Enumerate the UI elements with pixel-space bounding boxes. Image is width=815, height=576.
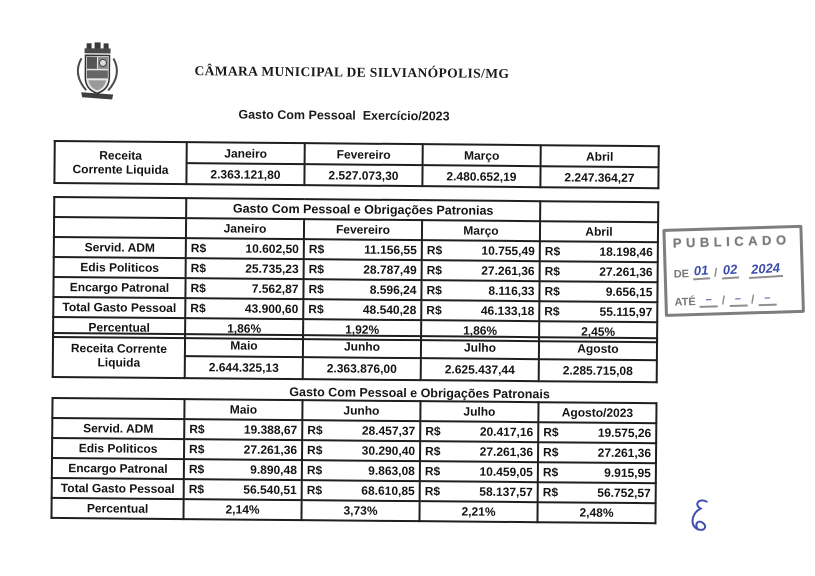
month-header: Julho xyxy=(421,336,539,359)
money-cell xyxy=(184,439,302,460)
currency-label: R$ xyxy=(190,301,206,316)
money-cell xyxy=(539,281,657,302)
currency-label: R$ xyxy=(306,463,323,478)
month-header: Abril xyxy=(540,221,658,242)
amount-value: 7.562,87 xyxy=(251,281,299,297)
money-cell xyxy=(540,261,658,282)
empty-cell xyxy=(54,197,186,218)
revenue-value: 2.527.073,30 xyxy=(304,164,422,186)
row-label-line2: Liquida xyxy=(97,355,141,370)
month-header: Junho xyxy=(303,335,421,358)
handwritten-month: 02 xyxy=(721,261,738,278)
row-label: Servid. ADM xyxy=(54,237,186,258)
blank-slot: – xyxy=(729,292,747,307)
amount-value: 46.133,18 xyxy=(480,303,535,319)
amount-value: 9.915,95 xyxy=(604,465,651,481)
money-cell xyxy=(421,280,539,301)
money-cell xyxy=(420,481,538,502)
percent-value: 2,21% xyxy=(419,501,537,522)
month-header: Fevereiro xyxy=(304,219,422,240)
currency-label: R$ xyxy=(542,485,559,500)
gasto-pessoal-table-jan-abr xyxy=(52,196,659,343)
month-header: Janeiro xyxy=(186,218,304,239)
month-header: Agosto/2023 xyxy=(538,402,656,423)
amount-value: 56.540,51 xyxy=(243,482,297,498)
month-header: Maio xyxy=(184,399,302,420)
money-cell xyxy=(302,480,420,501)
row-label xyxy=(54,141,186,184)
currency-label: R$ xyxy=(542,465,559,480)
amount-value: 10.755,49 xyxy=(481,243,535,259)
amount-value: 10.602,50 xyxy=(245,241,299,257)
date-separator: / xyxy=(713,265,718,280)
revenue-value: 2.363.876,00 xyxy=(303,357,421,380)
stamp-title: PUBLICADO xyxy=(672,232,791,251)
money-cell xyxy=(184,419,302,440)
amount-value: 43.900,60 xyxy=(244,301,299,317)
row-label: Encargo Patronal xyxy=(53,277,185,298)
currency-label: R$ xyxy=(544,244,561,259)
currency-label: R$ xyxy=(424,464,441,479)
money-cell xyxy=(185,298,303,319)
currency-label: R$ xyxy=(426,303,442,318)
currency-label: R$ xyxy=(190,281,206,296)
currency-label: R$ xyxy=(544,284,560,299)
percent-value: 1,86% xyxy=(421,320,539,341)
amount-value: 27.261,36 xyxy=(479,444,534,460)
stamp-ate-row xyxy=(674,291,795,309)
money-cell xyxy=(302,460,420,481)
organization-title: CÂMARA MUNICIPAL DE SILVIANÓPOLIS/MG xyxy=(194,63,510,81)
amount-value: 8.596,24 xyxy=(369,282,417,298)
blank-slot: – xyxy=(700,293,718,308)
row-label: Servid. ADM xyxy=(52,418,184,439)
row-label: Percentual xyxy=(53,317,185,338)
currency-label: R$ xyxy=(424,484,441,499)
currency-label: R$ xyxy=(306,483,323,498)
gasto-pessoal-table-mai-ago xyxy=(50,397,657,524)
receita-corrente-liquida-table-mai-ago xyxy=(52,332,658,383)
currency-label: R$ xyxy=(188,482,205,497)
currency-label: R$ xyxy=(190,241,207,256)
currency-label: R$ xyxy=(543,425,559,440)
currency-label: R$ xyxy=(426,243,443,258)
blank-slot: – xyxy=(758,292,776,307)
amount-value: 30.290,40 xyxy=(361,443,416,459)
amount-value: 68.610,85 xyxy=(361,483,415,499)
revenue-value: 2.644.325,13 xyxy=(185,356,303,379)
row-label-line1: Receita Corrente xyxy=(70,340,168,356)
percent-value: 2,45% xyxy=(539,321,657,342)
currency-label: R$ xyxy=(308,242,325,257)
amount-value: 48.540,28 xyxy=(362,302,417,318)
currency-label: R$ xyxy=(189,442,205,457)
date-separator: / xyxy=(750,292,755,307)
currency-label: R$ xyxy=(426,283,442,298)
amount-value: 27.261,36 xyxy=(597,445,652,461)
currency-label: R$ xyxy=(308,302,324,317)
amount-value: 19.575,26 xyxy=(597,425,652,441)
month-header: Março xyxy=(422,220,540,241)
month-header: Junho xyxy=(302,400,420,421)
stamp-ate-label: ATÉ xyxy=(674,296,696,309)
amount-value: 9.656,15 xyxy=(605,284,653,300)
amount-value: 27.261,36 xyxy=(243,442,298,458)
percent-value: 1,86% xyxy=(185,318,303,339)
money-cell xyxy=(186,238,304,259)
currency-label: R$ xyxy=(188,462,205,477)
stamp-de-label: DE xyxy=(673,267,690,281)
empty-cell xyxy=(54,217,186,238)
money-cell xyxy=(539,301,657,322)
money-cell xyxy=(303,299,421,320)
money-cell xyxy=(303,279,421,300)
amount-value: 11.156,55 xyxy=(364,242,417,258)
amount-value: 27.261,36 xyxy=(599,264,653,280)
handwritten-day: 01 xyxy=(693,262,710,279)
handwritten-mark-icon xyxy=(685,497,715,543)
stamp-date-row xyxy=(673,261,794,280)
amount-value: 28.457,37 xyxy=(361,423,416,439)
empty-cell xyxy=(52,398,184,419)
money-cell xyxy=(186,258,304,279)
row-label xyxy=(53,333,185,378)
money-cell xyxy=(184,459,302,480)
handwritten-year: 2024 xyxy=(748,261,783,279)
revenue-value: 2.480.652,19 xyxy=(422,165,540,187)
amount-value: 18.198,46 xyxy=(599,244,653,260)
currency-label: R$ xyxy=(189,422,205,437)
currency-label: R$ xyxy=(308,282,324,297)
row-label-line2: Corrente Liquida xyxy=(72,162,169,177)
money-cell xyxy=(421,300,539,321)
revenue-value: 2.625.437,44 xyxy=(421,358,539,381)
money-cell xyxy=(422,260,540,281)
amount-value: 20.417,16 xyxy=(479,424,534,440)
money-cell xyxy=(538,422,656,443)
percent-value: 2,14% xyxy=(183,499,301,520)
currency-label: R$ xyxy=(544,304,560,319)
revenue-value: 2.285.715,08 xyxy=(539,359,657,382)
month-header: Fevereiro xyxy=(305,143,423,165)
month-header: Março xyxy=(423,144,541,166)
money-cell xyxy=(185,278,303,299)
amount-value: 25.735,23 xyxy=(245,261,299,277)
currency-label: R$ xyxy=(307,443,323,458)
month-header: Agosto xyxy=(539,337,657,360)
amount-value: 19.388,67 xyxy=(243,422,298,438)
row-label: Encargo Patronal xyxy=(52,458,184,479)
publicado-stamp xyxy=(662,225,805,317)
currency-label: R$ xyxy=(426,263,443,278)
money-cell xyxy=(304,259,422,280)
table-title: Gasto Com Pessoal e Obrigações Patronais xyxy=(289,385,550,402)
currency-label: R$ xyxy=(543,445,559,460)
amount-value: 56.752,57 xyxy=(597,485,651,501)
amount-value: 28.787,49 xyxy=(363,262,417,278)
currency-label: R$ xyxy=(190,261,207,276)
month-header: Julho xyxy=(420,401,538,422)
row-label: Total Gasto Pessoal xyxy=(52,478,184,499)
money-cell xyxy=(538,442,656,463)
month-header: Janeiro xyxy=(187,142,305,164)
month-header: Abril xyxy=(541,145,659,167)
percent-value: 2,48% xyxy=(537,502,655,523)
money-cell xyxy=(420,461,538,482)
amount-value: 10.459,05 xyxy=(479,464,533,480)
money-cell xyxy=(538,482,656,503)
amount-value: 9.890,48 xyxy=(250,462,297,478)
money-cell xyxy=(420,421,538,442)
row-label: Total Gasto Pessoal xyxy=(53,297,185,318)
currency-label: R$ xyxy=(425,444,441,459)
amount-value: 27.261,36 xyxy=(481,263,535,279)
currency-label: R$ xyxy=(307,423,323,438)
money-cell xyxy=(304,239,422,260)
date-separator: / xyxy=(721,293,726,308)
amount-value: 8.116,33 xyxy=(488,283,535,299)
percent-row xyxy=(51,498,655,523)
money-cell xyxy=(540,241,658,262)
revenue-value: 2.247.364,27 xyxy=(540,166,658,188)
currency-label: R$ xyxy=(425,424,441,439)
money-cell xyxy=(302,440,420,461)
row-label: Percentual xyxy=(51,498,183,519)
amount-value: 9.863,08 xyxy=(368,463,415,479)
currency-label: R$ xyxy=(544,264,561,279)
money-cell xyxy=(184,479,302,500)
revenue-value: 2.363.121,80 xyxy=(186,163,304,185)
receita-corrente-liquida-table-jan-abr xyxy=(53,140,659,189)
row-label: Edis Politicos xyxy=(52,438,184,459)
row-label-line1: Receita xyxy=(99,147,143,163)
money-cell xyxy=(302,420,420,441)
row-label: Edis Politicos xyxy=(54,257,186,278)
month-header: Maio xyxy=(185,334,303,357)
amount-value: 58.137,57 xyxy=(479,484,533,500)
percent-value: 1,92% xyxy=(303,319,421,340)
money-cell xyxy=(422,240,540,261)
currency-label: R$ xyxy=(308,262,325,277)
money-cell xyxy=(538,462,656,483)
money-cell xyxy=(420,441,538,462)
amount-value: 55.115,97 xyxy=(599,304,653,320)
empty-cell xyxy=(540,201,658,222)
percent-value: 3,73% xyxy=(301,500,419,521)
table-title: Gasto Com Pessoal e Obrigações Patronias xyxy=(186,198,540,221)
document-title: Gasto Com Pessoal Exercício/2023 xyxy=(238,107,450,124)
